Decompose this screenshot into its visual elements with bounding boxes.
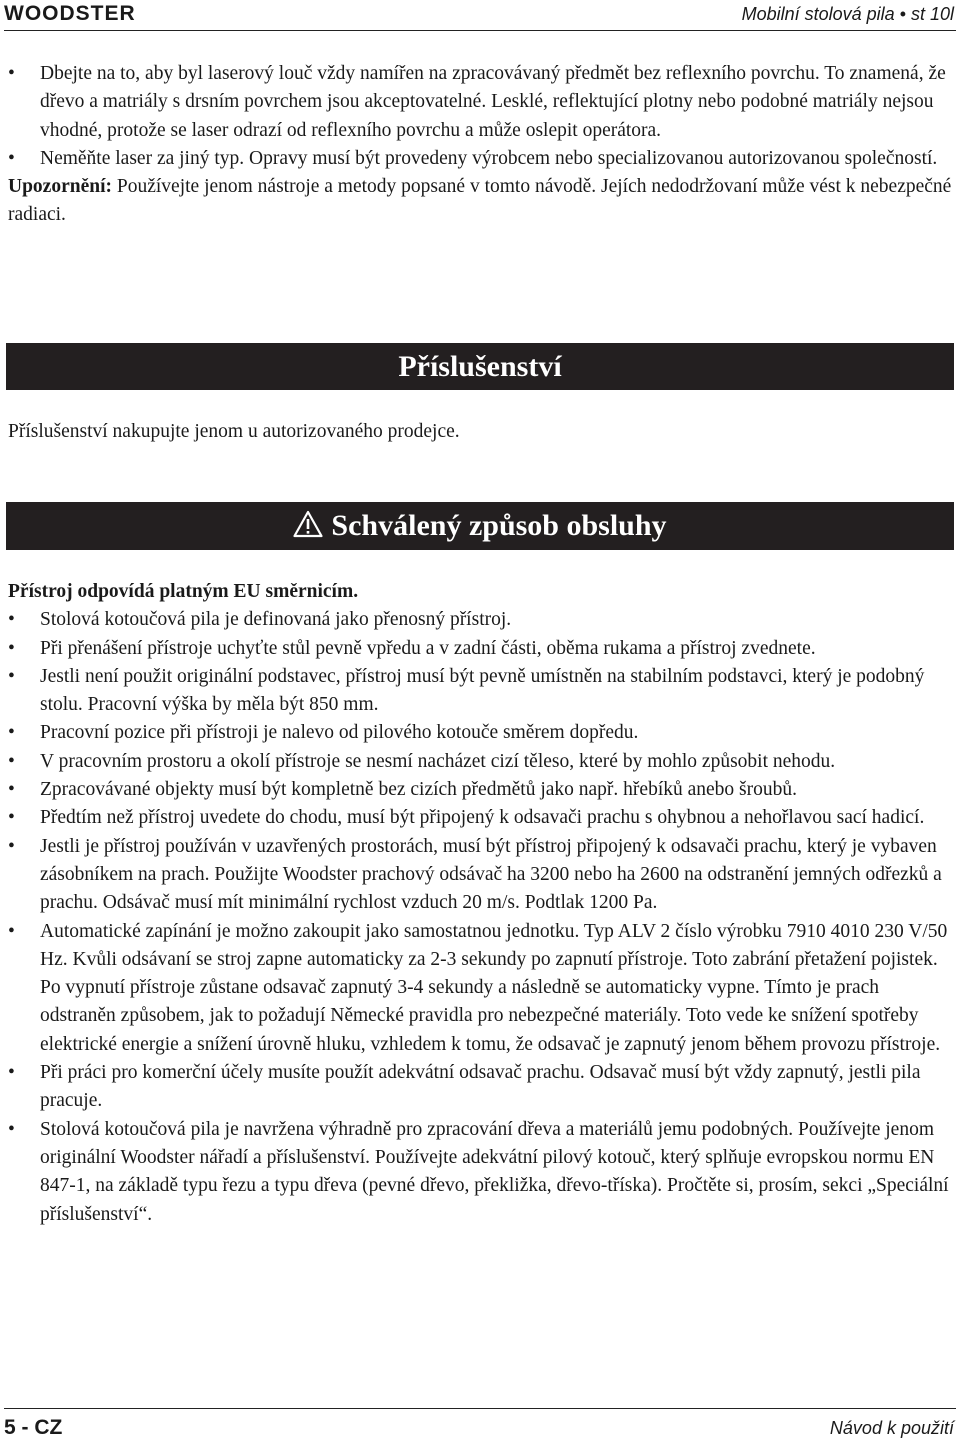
warning-paragraph bbox=[8, 173, 954, 230]
footer-doc-title: Návod k použití bbox=[829, 1418, 954, 1438]
accessories-heading bbox=[6, 343, 954, 390]
list-item: • Při práci pro komerční účely musíte použít adekvátní odsavač prachu. Odsavač musí být vždy zapnutý, jestli pila pracuje. bbox=[8, 1059, 954, 1116]
page-number: 5 - CZ bbox=[4, 1416, 63, 1439]
list-item: • Dbejte na to, aby byl laserový louč vždy namířen na zpracovávaný předmět bez reflexního povrchu. To znamená, že dřevo a matriály s drsním povrchem jsou akceptovatelné. Lesklé, reflektující plotny nebo podobné matriály nejsou vhodné, protože se laser odrazí od reflexního povrchu a může oslepit operátora. bbox=[8, 60, 954, 145]
list-item: • V pracovním prostoru a okolí přístroje se nesmí nacházet cizí těleso, které by mohlo způsobit nehodu. bbox=[8, 748, 954, 776]
warning-label: Upozornění: bbox=[8, 176, 112, 198]
operation-bullet-list bbox=[8, 606, 954, 1229]
list-item: • Předtím než přístroj uvedete do chodu, musí být připojený k odsavači prachu s ohybnou a nehořlavou sací hadicí. bbox=[8, 804, 954, 832]
brand-name: WOODSTER bbox=[4, 2, 136, 25]
footer-divider bbox=[4, 1408, 956, 1409]
header-divider bbox=[4, 30, 956, 31]
warning-triangle-icon bbox=[293, 505, 323, 553]
intro-bullet-list bbox=[8, 60, 954, 173]
operation-lead: Přístroj odpovídá platným EU směrnicím. bbox=[8, 581, 359, 602]
page-header bbox=[0, 0, 960, 30]
list-item: • Stolová kotoučová pila je navržena výhradně pro zpracování dřeva a materiálů jemu podobných. Používejte jenom originální Woodster nářadí a příslušenství. Používejte adekvátní pilový kotouč, který splňuje evropskou normu EN 847-1, na základě typu řezu a typu dřeva (pevné dřevo, překližka, dřevo-tříska). Pročtěte si, prosím, sekci „Speciální příslušenství“. bbox=[8, 1116, 954, 1229]
list-item: • Pracovní pozice při přístroji je nalevo od pilového kotouče směrem dopředu. bbox=[8, 719, 954, 747]
warning-text: Používejte jenom nástroje a metody popsané v tomto návodě. Jejích nedodržovaní může vést k nebezpečné radiaci. bbox=[8, 176, 952, 226]
operation-heading bbox=[6, 502, 954, 550]
list-item: • Jestli není použit originální podstavec, přístroj musí být pevně umístněn na stabilním podstavci, který je podobný stolu. Pracovní výška by měla být 850 mm. bbox=[8, 663, 954, 720]
operation-title: Schválený způsob obsluhy bbox=[331, 509, 667, 542]
list-item: • Automatické zapínání je možno zakoupit jako samostatnou jednotku. Typ ALV 2 číslo výrobku 7910 4010 230 V/50 Hz. Kvůli odsávaní se stroj zapne automaticky za 2-3 sekundy po zapnutí přístroje. Toto zabrání přetažení pojistek. Po vypnutí přístroje zůstane odsavač zapnutý 3-4 sekundy a následně se automaticky vypne. Tímto je prach odstraněn způsobem, jak to požadují Německé pravidla pro nebezpečné materiály. Toto vede ke snížení spotřeby elektrické energie a snížení úrovně hluku, vzhledem k tomu, že odsavač je zapnutý jenom během provozu přístroje. bbox=[8, 918, 954, 1059]
header-product-title: Mobilní stolová pila • st 10l bbox=[741, 4, 954, 24]
accessories-title: Příslušenství bbox=[398, 350, 562, 383]
list-item: • Jestli je přístroj používán v uzavřených prostorách, musí být přístroj připojený k odsavači prachu, který je vybaven zásobníkem na prach. Použijte Woodster prachový odsávač ha 3200 nebo ha 2600 na odstranění jemných odřezků a prachu. Odsávač musí mít minimální rychlost vzduch 20 m/s. Podtlak 1200 Pa. bbox=[8, 833, 954, 918]
list-item: • Stolová kotoučová pila je definovaná jako přenosný přístroj. bbox=[8, 606, 954, 634]
list-item: • Zpracovávané objekty musí být kompletně bez cizích předmětů jako např. hřebíků anebo šroubů. bbox=[8, 776, 954, 804]
operation-section bbox=[8, 578, 954, 1229]
accessories-text: Příslušenství nakupujte jenom u autorizovaného prodejce. bbox=[8, 421, 460, 442]
list-item: • Při přenášení přístroje uchyťte stůl pevně vpředu a v zadní části, oběma rukama a přístroj zvednete. bbox=[8, 635, 954, 663]
list-item: • Neměňte laser za jiný typ. Opravy musí být provedeny výrobcem nebo specializovanou autorizovanou společností. bbox=[8, 145, 954, 173]
intro-section bbox=[8, 60, 954, 230]
